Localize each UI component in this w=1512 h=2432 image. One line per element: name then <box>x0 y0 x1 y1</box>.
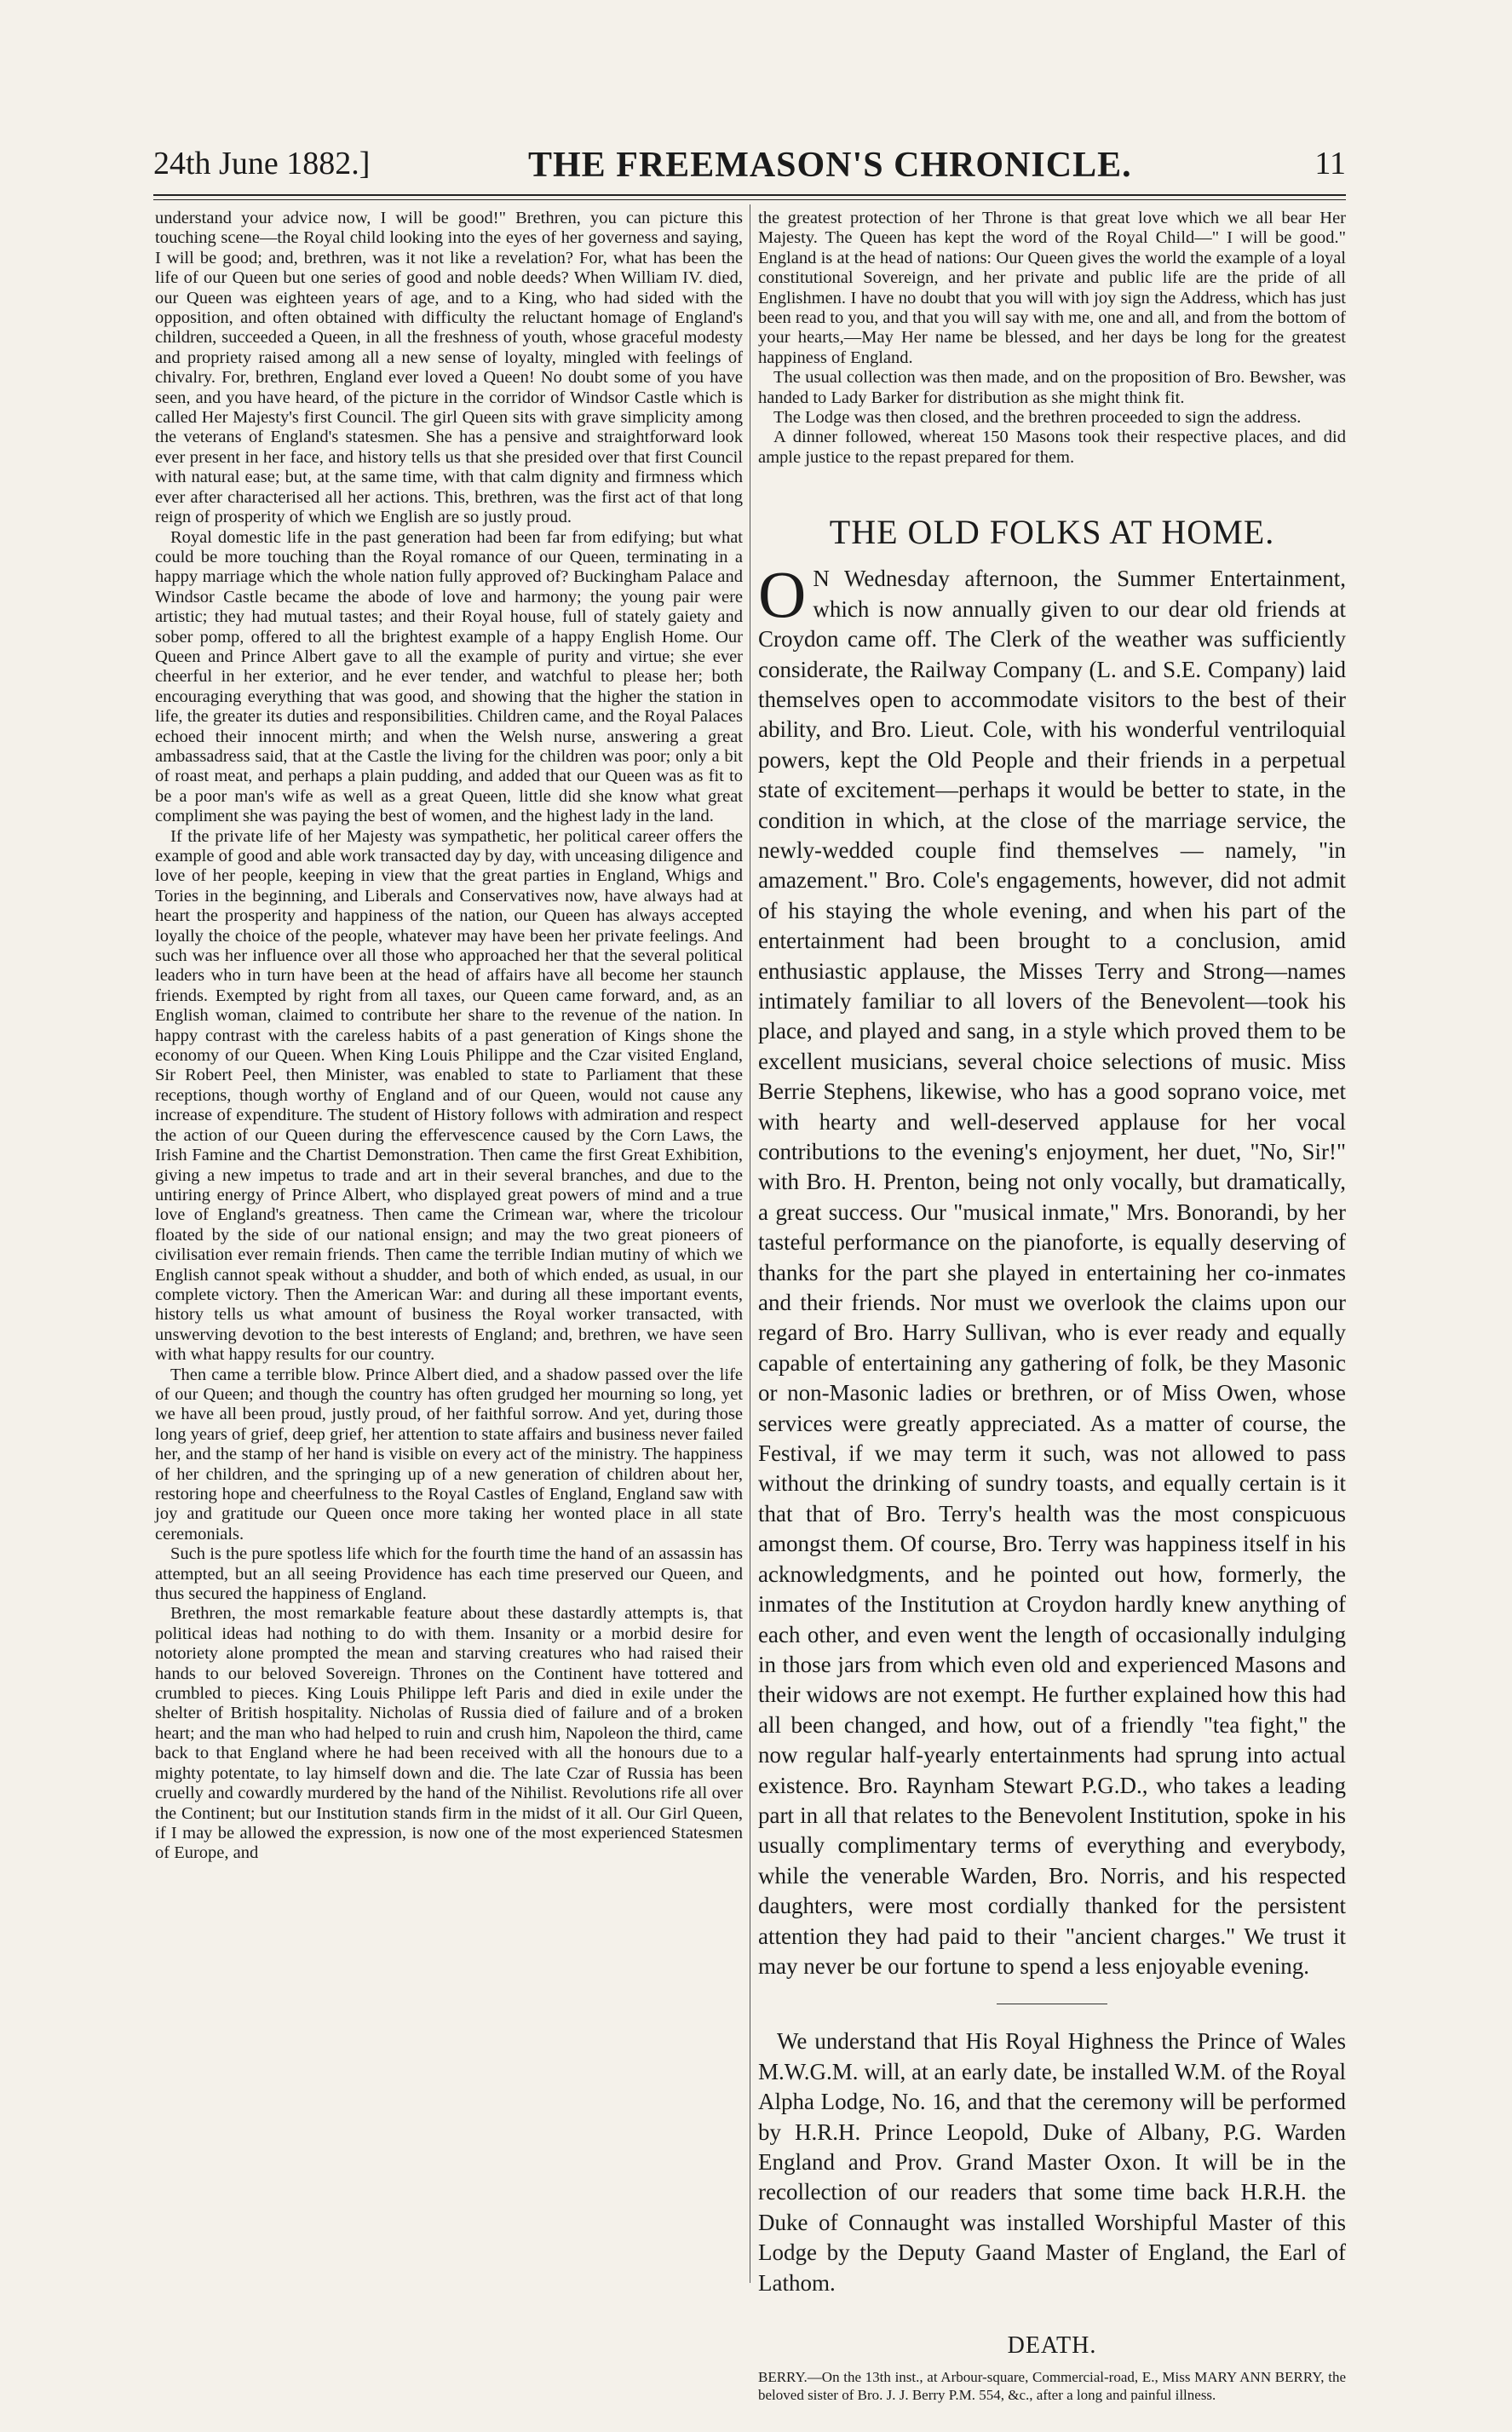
speech-paragraph: If the private life of her Majesty was sympathetic, her political career offers the example of good and able work transacted day by day, with unceasing diligence and love of her people, keeping in view that the great parties in England, Whigs and Tories in the beginning, and Liberals and Conservatives now, have always had at heart the prosperity and happiness of the nation, our Queen has always accepted loyally the choice of the people, whatever may have been her private feelings. And such was her influence over all those who approached her that the several political leaders who in turn have been at the head of affairs have all become her staunch friends. Exempted by right from all taxes, our Queen came forward, and, as an English woman, claimed to contribute her share to the revenue of the nation. In happy contrast with the careless habits of a past generation of Kings shone the economy of our Queen. When King Louis Philippe and the Czar visited England, Sir Robert Peel, then Minister, was enabled to state to Parliament that these receptions, though worthy of England and of our Queen, would not cause any increase of expenditure. The student of History follows with admiration and respect the action of our Queen during the effervescence caused by the Corn Laws, the Irish Famine and the Chartist Demonstration. Then came the first Great Exhibition, giving a new impetus to trade and art in their several branches, and due to the untiring energy of Prince Albert, who displayed great powers of mind and a true love of England's greatness. Then came the Crimean war, where the tricolour floated by the side of our national ensign; and may the two great pioneers of civilisation ever remain friends. Then came the terrible Indian mutiny of which we English cannot speak without a shudder, and both of which ended, as usual, in our complete victory. Then the American War: and during all these important events, history tells us what amount of business the Royal worker transacted, with unswerving devotion to the best interests of England; and, brethren, we have seen with what happy results for our country. <box>155 826 743 1365</box>
report-paragraph: The Lodge was then closed, and the brethren proceeded to sign the address. <box>773 408 1302 428</box>
speech-paragraph: Then came a terrible blow. Prince Albert died, and a shadow passed over the life of our Queen; and though the country has often grudged her mourning so long, yet we have all been proud, justly proud, of her faithful sorrow. And yet, during those long years of grief, deep grief, her attention to state affairs and business never failed her, and the stamp of her hand is visible on every act of the ministry. The happiness of her children, and the springing up of a new generation of children about her, restoring hope and cheerfulness to the Royal Castles of England, England saw with joy and gratitude our Queen once more taking her wonted place in all state ceremonials. <box>155 1365 743 1544</box>
speech-paragraph: Royal domestic life in the past generation had been far from edifying; but what could be more touching than the Royal romance of our Queen, terminating in a happy marriage which the whole nation fully approved of? Buckingham Palace and Windsor Castle became the abode of love and harmony; the young pair were artistic; they had mutual tastes; and their Royal house, full of stately gaiety and sober pomp, offered to all the brightest example of a happy English Home. Our Queen and Prince Albert gave to all the example of purity and virtue; she ever cheerful in her exterior, and he ever tender, and watchful to please her; both encouraging everything that was good, and showing that the higher the station in life, the greater its duties and responsibilities. Children came, and the Royal Palaces echoed their innocent mirth; and when the Welsh nurse, answering a great ambassadress said, that at the Castle the living for the children was poor; only a bit of roast meat, and perhaps a plain pudding, and added that our Queen was as fit to be a poor man's wife as well as a great Queen, little did she know what great compliment she was paying the best of women, and the highest lady in the land. <box>155 527 743 826</box>
speech-paragraph: the greatest protection of her Throne is that great love which we all bear Her Majesty. The Queen has kept the word of the Royal Child—" I will be good." England is at the head of nations: Our Queen gives the world the example of a loyal constitutional Sovereign, and her private and public life are the pride of all Englishmen. I have no doubt that you will with joy sign the Address, which has just been read to you, and that you will say with me, one and all, and from the bottom of your hearts,—May Her name be blessed, and her days be long for the greatest happiness of England. <box>758 209 1346 367</box>
issue-date: 24th June 1882.] <box>153 146 371 181</box>
prince-notice: We understand that His Royal Highness the Prince of Wales M.W.G.M. will, at an early date, be installed W.M. of the Royal Alpha Lodge, No. 16, and that the ceremony will be performed by H.R.H. Prince Leopold, Duke of Albany, P.G. Warden England and Prov. Grand Master Oxon. It will be in the recollection of our readers that some time back H.R.H. the Duke of Connaught was installed Worshipful Master of this Lodge by the Deputy Gaand Master of England, the Earl of Lathom. <box>758 2028 1346 2296</box>
speech-paragraph: Brethren, the most remarkable feature about these dastardly attempts is, that political ideas had nothing to do with them. Insanity or a morbid desire for notoriety alone prompted the mean and starving creatures who had raised their hands to our beloved Sovereign. Thrones on the Continent have tottered and crumbled to pieces. King Louis Philippe left Paris and died in exile under the shelter of British hospitality. Nicholas of Russia died of failure and of a broken heart; and the man who had helped to ruin and crush him, Napoleon the third, came back to that England where he had been received with all the honours due to a mighty potentate, to lay himself down and die. The late Czar of Russia has been cruelly and cowardly murdered by the hand of the Nihilist. Revolutions rife all over the Continent; but our Institution stands firm in the midst of it all. Our Girl Queen, if I may be allowed the expression, is now one of the most experienced Statesmen of Europe, and <box>155 1604 743 1863</box>
publication-title: THE FREEMASON'S CHRONICLE. <box>528 146 1132 185</box>
header-rule-thin <box>153 199 1346 200</box>
article-body <box>758 557 1346 1981</box>
report-paragraph: A dinner followed, whereat 150 Masons took their respective places, and did ample justice to the repast prepared for them. <box>758 428 1346 467</box>
article-heading: THE OLD FOLKS AT HOME. <box>829 513 1275 552</box>
drop-cap: O <box>758 557 807 632</box>
page-header <box>153 145 1346 187</box>
header-rule <box>153 194 1346 196</box>
article-text: N Wednesday afternoon, the Summer Entertainment, which is now annually given to our dear old friends at Croydon came off. The Clerk of the weather was sufficiently considerate, the Railway Company (L. and S.E. Company) laid themselves open to accommodate visitors to the best of their ability, and Bro. Lieut. Cole, with his wonderful ventriloquial powers, kept the Old People and their friends in a perpetual state of excitement—perhaps it would be better to state, in the condition in which, at the close of the marriage service, the newly-wedded couple find themselves — namely, "in amazement." Bro. Cole's engagements, however, did not admit of his staying the whole evening, and when his part of the entertainment had been brought to a conclusion, amid enthusiastic applause, the Misses Terry and Strong—names intimately familiar to all lovers of the Benevolent—took his place, and played and sang, in a style which proved them to be excellent musicians, several choice selections of music. Miss Berrie Stephens, likewise, who has a good soprano voice, met with hearty and well-deserved applause for her vocal contributions to the evening's enjoyment, her duet, "No, Sir!" with Bro. H. Prenton, being not only vocally, but dramatically, a great success. Our "musical inmate," Mrs. Bonorandi, by her tasteful performance on the pianoforte, is equally deserving of thanks for the part she played in entertaining her co-inmates and their friends. Nor must we overlook the claims upon our regard of Bro. Harry Sullivan, who is ever ready and equally capable of entertaining any gathering of folk, be they Masonic or non-Masonic ladies or brethren, or of Miss Owen, whose services were greatly appreciated. As a matter of course, the Festival, if we may term it such, was not allowed to pass without the drinking of sundry toasts, and equally certain is it that that of Bro. Terry's health was the most conspicuous amongst them. Of course, Bro. Terry was happiness itself in his acknowledgments, and he pointed out how, formerly, the inmates of the Institution at Croydon hardly knew anything of each other, and even went the length of occasionally indulging in those jars from which even old and experienced Masons and their widows are not exempt. He further explained how this had all been changed, and how, out of a friendly "tea fight," the now regular half-yearly entertainments had sprung into actual existence. Bro. Raynham Stewart P.G.D., who takes a leading part in all that relates to the Benevolent Institution, spoke in his usually complimentary terms of everything and everybody, while the venerable Warden, Bro. Norris, and his respected daughters, were most cordially thanked for the persistent attention they had paid to their "ancient charges." We trust it may never be our fortune to spend a less enjoyable evening. <box>758 566 1346 1979</box>
right-column <box>758 209 1346 2404</box>
left-column <box>155 209 743 1864</box>
speech-paragraph: Such is the pure spotless life which for the fourth time the hand of an assassin has attempted, but an all seeing Providence has each time preserved our Queen, and thus secured the happiness of England. <box>155 1544 743 1604</box>
death-notice: BERRY.—On the 13th inst., at Arbour-square, Commercial-road, E., Miss MARY ANN BERRY, the beloved sister of Bro. J. J. Berry P.M. 554, &c., after a long and painful illness. <box>758 2369 1346 2404</box>
death-heading: DEATH. <box>1007 2332 1097 2360</box>
report-paragraph: The usual collection was then made, and on the proposition of Bro. Bewsher, was handed to Lady Barker for distribution as she might think fit. <box>758 368 1346 407</box>
speech-paragraph: understand your advice now, I will be good!" Brethren, you can picture this touching scene—the Royal child looking into the eyes of her governess and saying, I will be good; and, brethren, was it not like a revelation? For, what has been the life of our Queen but one series of good and noble deeds? When William IV. died, our Queen was eighteen years of age, and to a King, who had sided with the opposition, and often obtained with difficulty the reluctant homage of England's children, succeeded a Queen, in all the freshness of youth, whose graceful modesty and propriety raised among all a new sense of loyalty, mingled with feelings of chivalry. For, brethren, England ever loved a Queen! No doubt some of you have seen, and you have heard, of the picture in the corridor of Windsor Castle which is called Her Majesty's first Council. The girl Queen sits with grave simplicity among the veterans of England's statesmen. She has a pensive and straightforward look ever present in her face, and history tells us that she presided over that first Council with natural ease; but, at the same time, with that calm dignity and firmness which ever after characterised all her actions. This, brethren, was the first act of that long reign of prosperity of which we English are so justly proud. <box>155 209 743 527</box>
page-number: 11 <box>1314 146 1346 181</box>
